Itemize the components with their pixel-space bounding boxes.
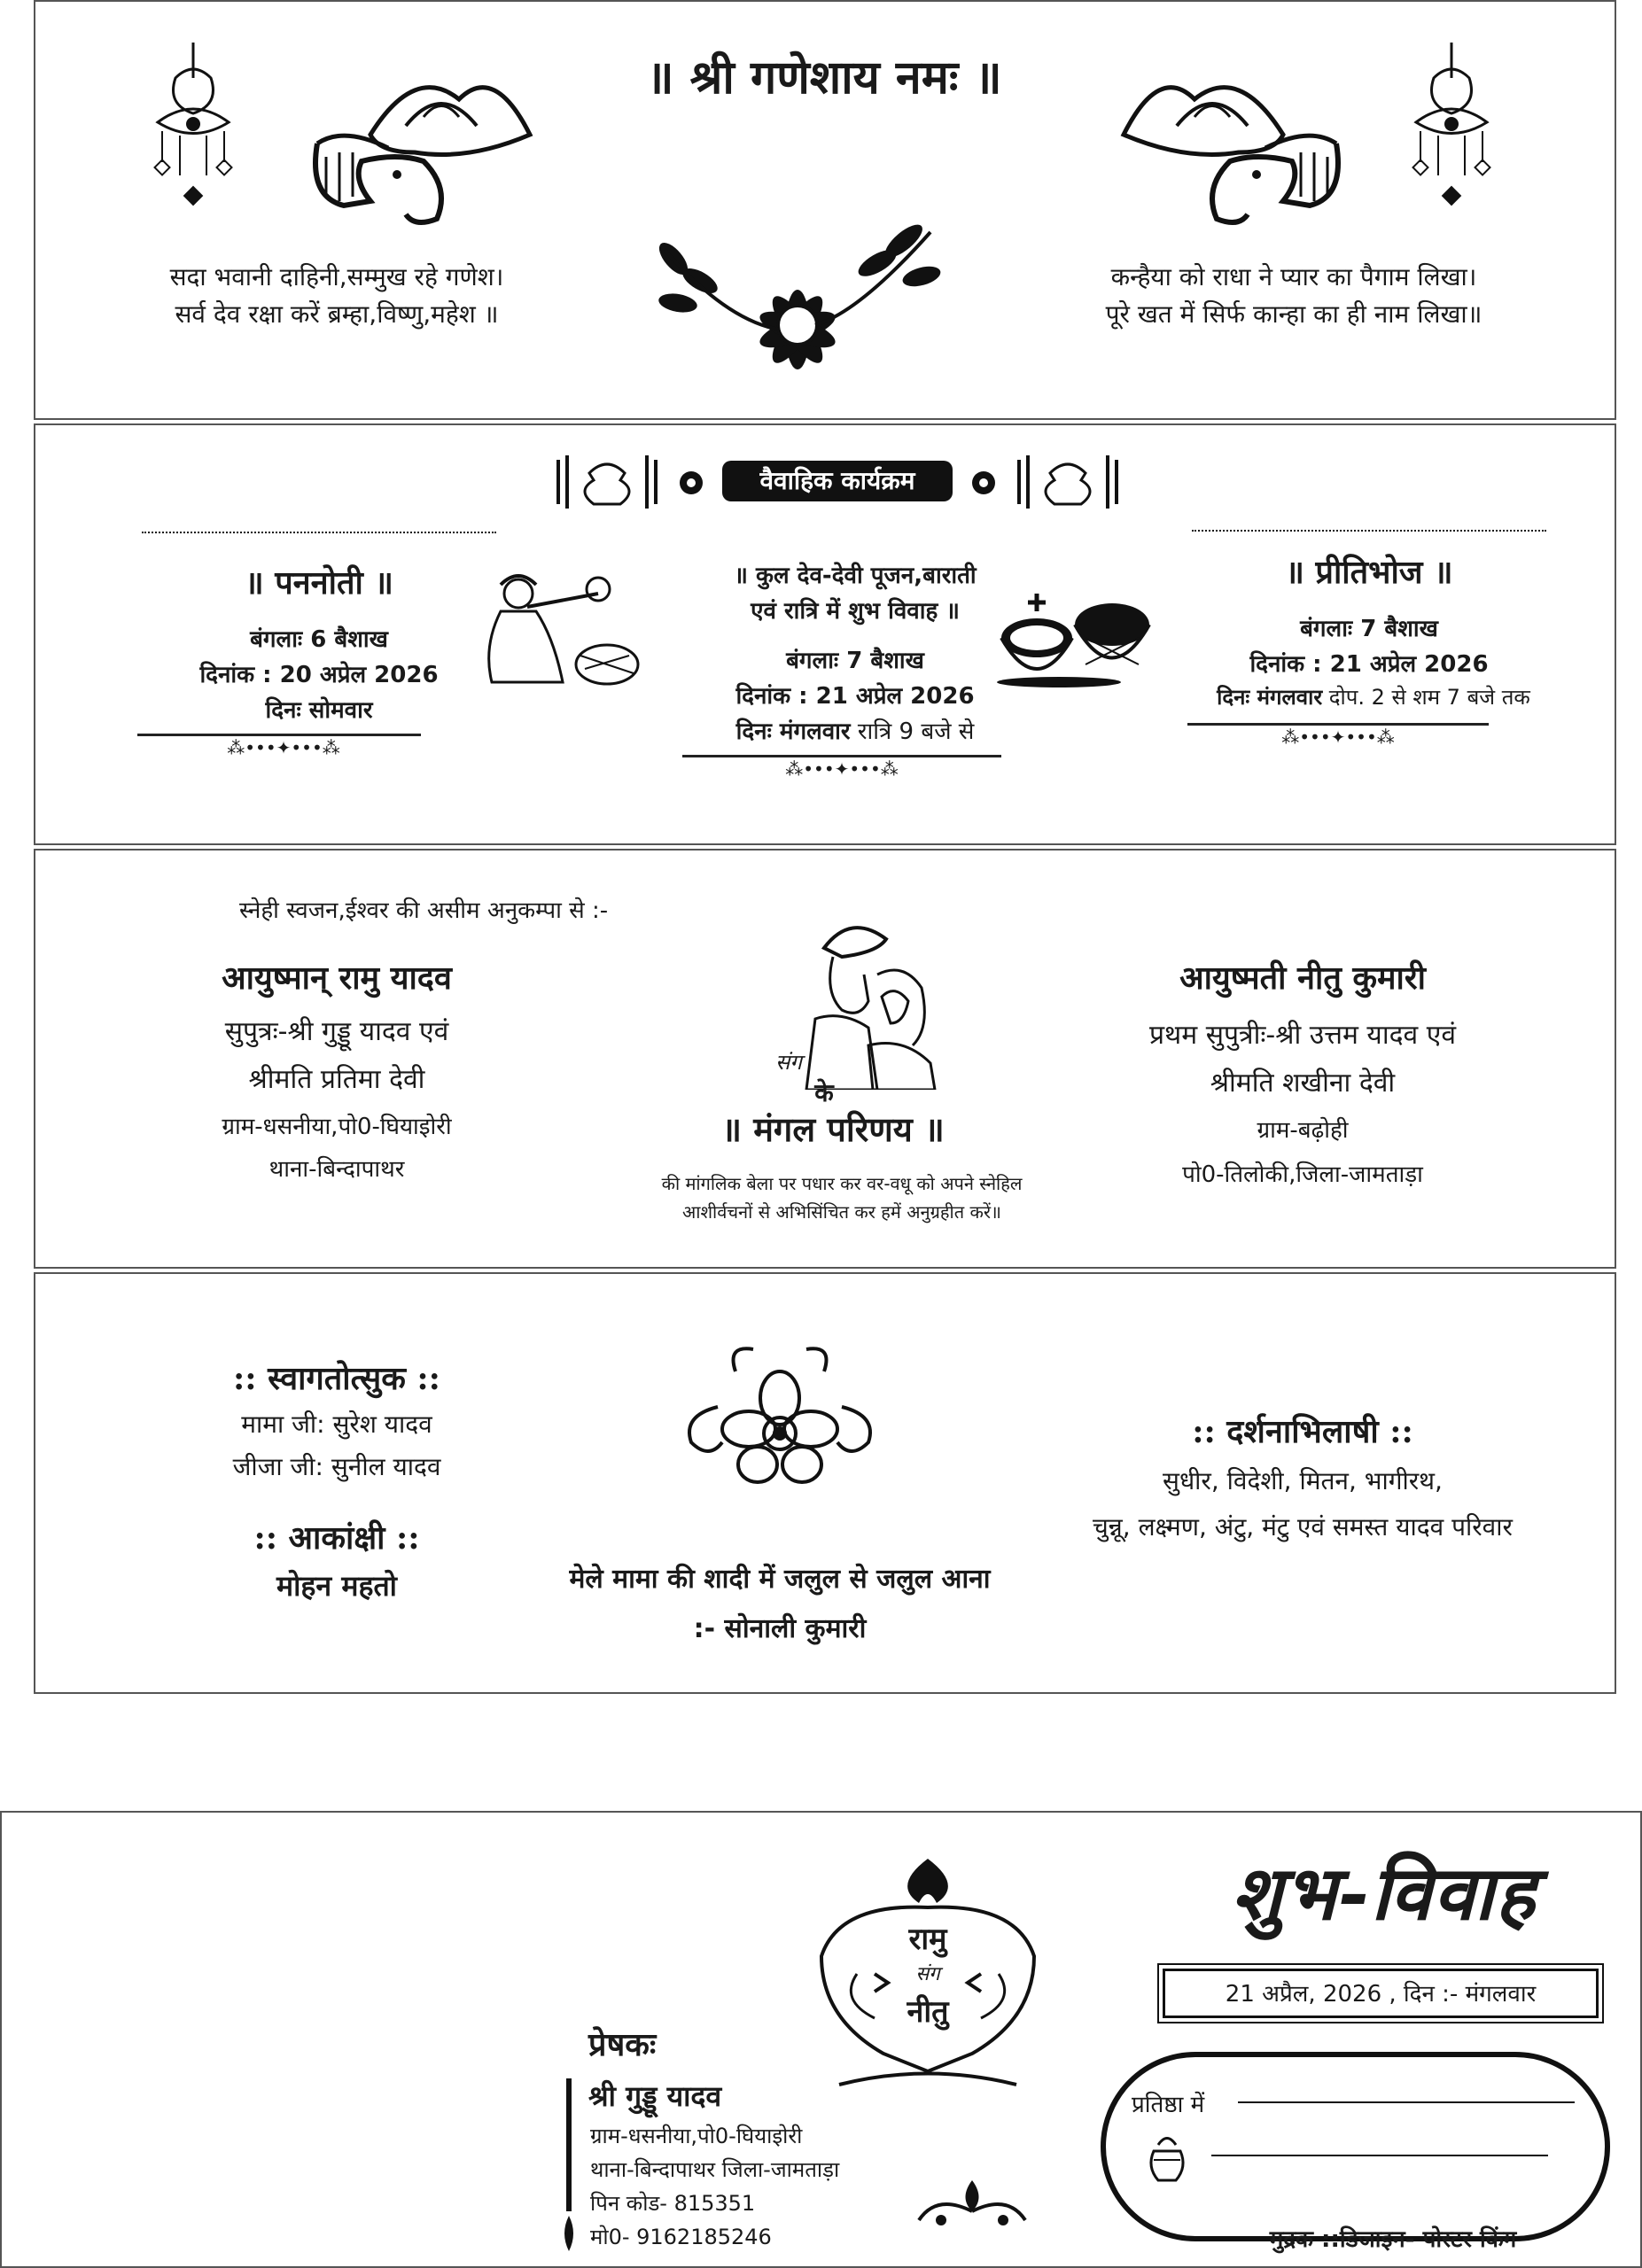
ceremony-day: दिनः मंगलवार [735, 718, 851, 745]
blessing-line: आशीर्वचनों से अभिसिंचित कर हमें अनुग्रहीत करें॥ [682, 1201, 1001, 1223]
bride-parent-line: श्रीमति शखीना देवी [1210, 1068, 1396, 1099]
child-invite-line: मेले मामा की शादी में जलुल से जलुल आना [569, 1564, 991, 1595]
preetibhoj-day-time [1161, 682, 1586, 711]
preetibhoj-day: दिनः मंगलवार [1217, 685, 1323, 710]
hanging-lamp-icon [1407, 43, 1496, 220]
swagat-item: जीजा जी: सुनील यादव [232, 1452, 441, 1481]
sender-address: थाना-बिन्दापाथर जिला-जामताड़ा [590, 2157, 840, 2182]
invocation-title: ॥ श्री गणेशाय नमः ॥ [646, 51, 1002, 105]
ceremony-date: दिनांक : 21 अप्रेल 2026 [735, 683, 975, 710]
invite-intro: स्नेही स्वजन,ईश्वर की असीम अनुकम्पा से :- [239, 897, 609, 924]
darshan-line: चुन्नू, लक्ष्मण, अंटु, मंटु एवं समस्त यादव परिवार [1093, 1512, 1513, 1542]
flower-dot-icon [678, 470, 704, 496]
address-line [1238, 2101, 1575, 2103]
pannoti-title: ॥ पननोती ॥ [245, 565, 393, 602]
pannoti-bangla-date: बंगलाः 6 बैशाख [250, 626, 388, 653]
envelope-panel [0, 1811, 1642, 2268]
ceremony-time: रात्रि 9 बजे से [857, 718, 975, 745]
bride-name: आयुष्मती नीतु कुमारी [1179, 959, 1426, 997]
preetibhoj-bangla-date: बंगलाः 7 बैशाख [1300, 616, 1438, 642]
bride-address-line: ग्राम-बढ़ोही [1257, 1117, 1349, 1144]
printer-credit: मुद्रक ::डिजाइन- पोस्टर किंग [1269, 2226, 1517, 2253]
sender-label: प्रेषकः [588, 2026, 657, 2063]
darshan-title: :: दर्शनाभिलाषी :: [1192, 1413, 1413, 1450]
shehnai-players-icon [474, 567, 651, 691]
program-heading: वैवाहिक कार्यक्रम [722, 461, 953, 501]
pratishtha-label: प्रतिष्ठा में [1132, 2092, 1205, 2118]
elephant-lotus-icon [1106, 64, 1363, 232]
swagat-title: :: स्वागतोत्सुक :: [233, 1360, 440, 1397]
preetibhoj-time: दोप. 2 से शम 7 बजे तक [1328, 685, 1530, 710]
aakankshi-name: मोहन महतो [276, 1569, 397, 1603]
ceremony-title-line: एवं रात्रि में शुभ विवाह ॥ [751, 598, 960, 625]
couplet-line: पूरे खत में सिर्फ कान्हा का ही नाम लिखा॥ [1105, 299, 1482, 329]
program-heading-row [554, 455, 1121, 507]
couplet-line: सदा भवानी दाहिनी,सम्मुख रहे गणेश। [169, 262, 504, 291]
sender-mobile: मो0- 9162185246 [590, 2225, 772, 2249]
sender-name: श्री गुड्डू यादव [588, 2079, 722, 2113]
ornament-divider: ⁂•••✦•••⁂ [227, 737, 340, 758]
flower-dot-icon [970, 470, 997, 496]
kalash-icon [1015, 455, 1121, 509]
pannoti-date: दिनांक : 20 अप्रेल 2026 [199, 662, 439, 688]
mangal-parinay-title: ॥ मंगल परिणय ॥ [721, 1110, 945, 1149]
blessing-line: की मांगलिक बेला पर पधार कर वर-वधू को अपने स्नेहिल [661, 1173, 1023, 1194]
sender-pincode: पिन कोड- 815351 [590, 2191, 756, 2216]
ornament-divider [1192, 530, 1546, 539]
ceremony-day-time [647, 714, 1063, 746]
divider-line [137, 734, 421, 736]
ceremony-title-line: ॥ कुल देव-देवी पूजन,बाराती [734, 563, 977, 589]
ceremony-bangla-date: बंगलाः 7 बैशाख [786, 648, 924, 674]
preetibhoj-date: दिनांक : 21 अप्रेल 2026 [1249, 651, 1489, 678]
floral-ornament-icon [910, 2176, 1034, 2238]
hanging-lamp-icon [149, 43, 237, 220]
swagat-item: मामा जी: सुरेश यादव [241, 1410, 432, 1439]
sender-address: ग्राम-धसनीया,पो0-घियाइोरी [590, 2124, 803, 2148]
groom-parent-line: श्रीमति प्रतिमा देवी [248, 1064, 425, 1095]
ornament-divider: ⁂•••✦•••⁂ [1281, 726, 1395, 748]
kalash-icon [1145, 2132, 1189, 2185]
guests-panel [34, 1272, 1616, 1694]
monogram-bride: नीतु [907, 1994, 949, 2030]
bride-address-line: पो0-तिलोकी,जिला-जामताड़ा [1182, 1161, 1423, 1188]
groom-parent-line: सुपुत्रः-श्री गुड्डू यादव एवं [224, 1016, 449, 1047]
address-line [1211, 2155, 1548, 2156]
child-invite-name: :- सोनाली कुमारी [693, 1613, 867, 1644]
floral-ornament-icon [665, 1336, 895, 1495]
invocation-panel [34, 0, 1616, 420]
ornament-divider [142, 532, 496, 540]
dhol-drums-icon [988, 585, 1165, 691]
kalash-icon [554, 455, 660, 509]
flower-ornament-icon [638, 214, 957, 383]
sender-bar-ornament [558, 2078, 580, 2256]
monogram-sang: संग [915, 1963, 940, 1985]
couplet-line: कन्हैया को राधा ने प्यार का पैगाम लिखा। [1110, 262, 1477, 291]
program-panel [34, 423, 1616, 845]
darshan-line: सुधीर, विदेशी, मितन, भागीरथ, [1163, 1466, 1443, 1495]
ornament-divider: ⁂•••✦•••⁂ [785, 758, 899, 780]
wedding-date-banner: 21 अप्रैल, 2026 , दिन :- मंगलवार [1163, 1969, 1599, 2018]
preetibhoj-title: ॥ प्रीतिभोज ॥ [1285, 555, 1453, 591]
aakankshi-title: :: आकांक्षी :: [253, 1519, 420, 1557]
divider-line [1187, 723, 1489, 726]
right-couplet [1054, 259, 1533, 333]
divider-line [682, 755, 1001, 757]
pannoti-day: दिनः सोमवार [265, 697, 373, 724]
sang-text: संग [775, 1050, 802, 1075]
shubh-vivah-title: शुभ-विवाह [1231, 1849, 1537, 1937]
couple-panel [34, 849, 1616, 1269]
couplet-line: सर्व देव रक्षा करें ब्रम्हा,विष्णु,महेश ॥ [175, 299, 499, 329]
groom-name: आयुष्मान् रामु यादव [222, 959, 452, 997]
groom-address-line: ग्राम-धसनीया,पो0-घियाइोरी [222, 1114, 452, 1140]
bride-parent-line: प्रथम सुपुत्रीः-श्री उत्तम यादव एवं [1148, 1020, 1457, 1051]
left-couplet [106, 259, 567, 333]
groom-address-line: थाना-बिन्दापाथर [268, 1156, 405, 1183]
monogram-groom: रामु [908, 1922, 947, 1957]
ke-text: के [814, 1078, 834, 1107]
